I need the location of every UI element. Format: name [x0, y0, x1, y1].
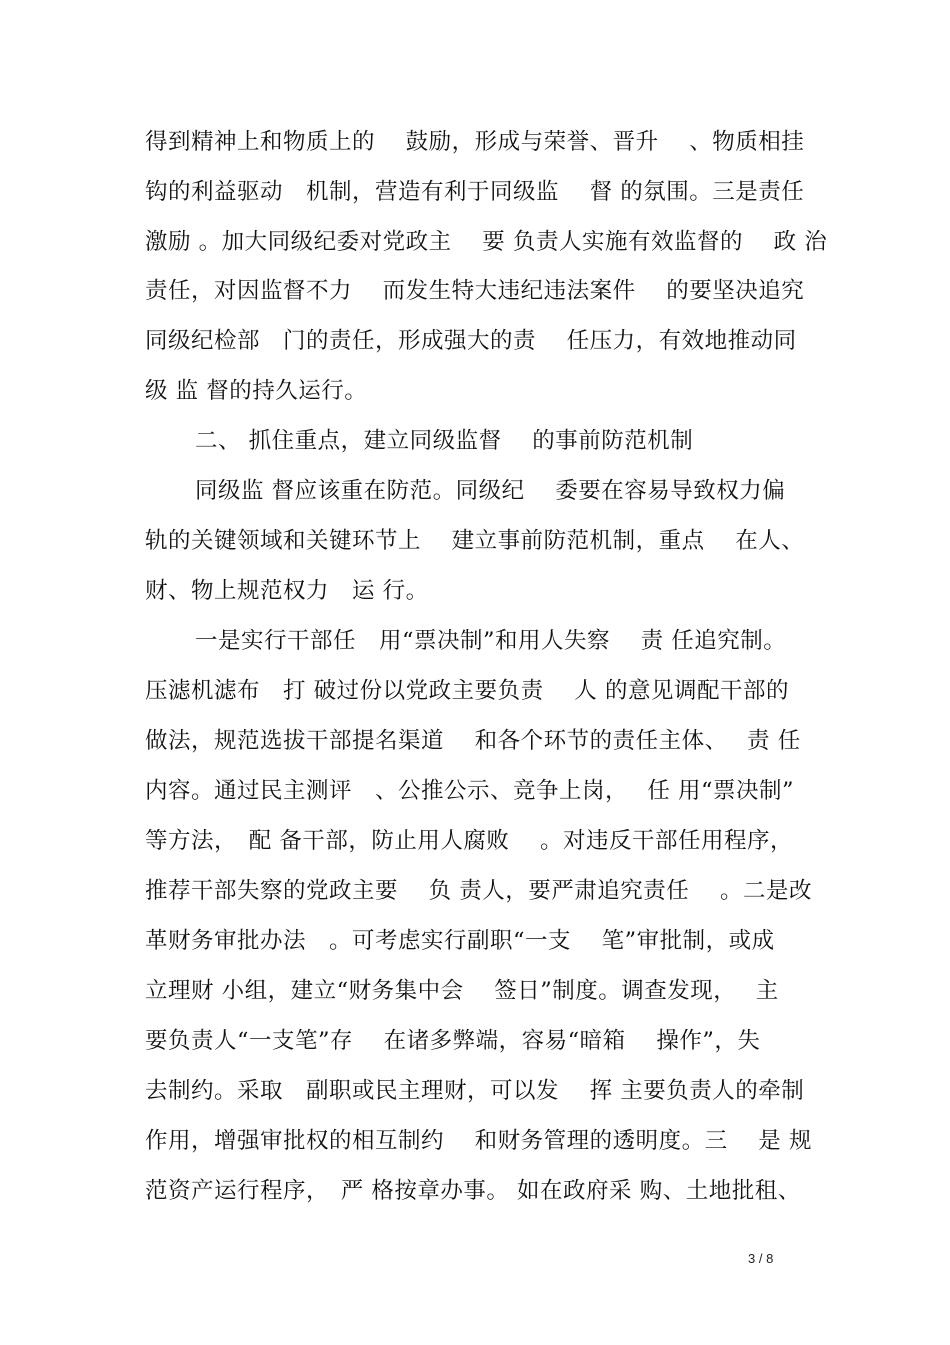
body-text-line: 去制约。采取 副职或民主理财，可以发 挥 主要负责人的牵制 — [145, 1078, 805, 1104]
section-heading: 二、 抓住重点，建立同级监督 的事前防范机制 — [195, 428, 694, 454]
body-text-line: 同级监 督应该重在防范。同级纪 委要在容易导致权力偏 — [195, 478, 786, 504]
body-text-line: 革财务审批办法 。可考虑实行副职“一支 笔”审批制，或成 — [145, 928, 775, 954]
body-text-line: 激励 。加大同级纪委对党政主 要 负责人实施有效监督的 政 治 — [145, 229, 828, 255]
body-text-line: 做法，规范选拔干部提名渠道 和各个环节的责任主体、 责 任 — [145, 728, 801, 754]
body-text-line: 级 监 督的持久运行。 — [145, 378, 368, 404]
body-text-line: 同级纪检部 门的责任，形成强大的责 任压力，有效地推动同 — [145, 328, 797, 354]
body-text-line: 内容。通过民主测评 、公推公示、竞争上岗， 任 用“票决制” — [145, 778, 795, 804]
body-text-line: 作用，增强审批权的相互制约 和财务管理的透明度。三 是 规 — [145, 1128, 812, 1154]
page-number: 3 / 8 — [748, 1251, 774, 1266]
body-text-line: 推荐干部失察的党政主要 负 责人，要严肃追究责任 。二是改 — [145, 878, 812, 904]
body-text-line: 压滤机滤布 打 破过份以党政主要负责 人 的意见调配干部的 — [145, 678, 789, 704]
body-text-line: 财、物上规范权力 运 行。 — [145, 578, 429, 604]
body-text-line: 责任，对因监督不力 而发生特大违纪违法案件 的要坚决追究 — [145, 278, 805, 304]
body-text-line: 一是实行干部任 用“票决制”和用人失察 责 任追究制。 — [195, 628, 787, 654]
body-text-line: 钩的利益驱动 机制，营造有利于同级监 督 的氛围。三是责任 — [145, 179, 805, 205]
body-text-line: 等方法， 配 备干部，防止用人腐败 。对违反干部任用程序， — [145, 828, 794, 854]
body-text-line: 得到精神上和物质上的 鼓励，形成与荣誉、晋升 、物质相挂 — [145, 129, 805, 155]
body-text-line: 范资产运行程序， 严 格按章办事。 如在政府采 购、土地批租、 — [145, 1178, 801, 1204]
body-text-line: 立理财 小组，建立“财务集中会 签日”制度。调查发现， 主 — [145, 978, 779, 1004]
body-text-line: 轨的关键领域和关键环节上 建立事前防范机制，重点 在人、 — [145, 528, 805, 554]
body-text-line: 要负责人“一支笔”存 在诸多弊端，容易“暗箱 操作”，失 — [145, 1028, 761, 1054]
